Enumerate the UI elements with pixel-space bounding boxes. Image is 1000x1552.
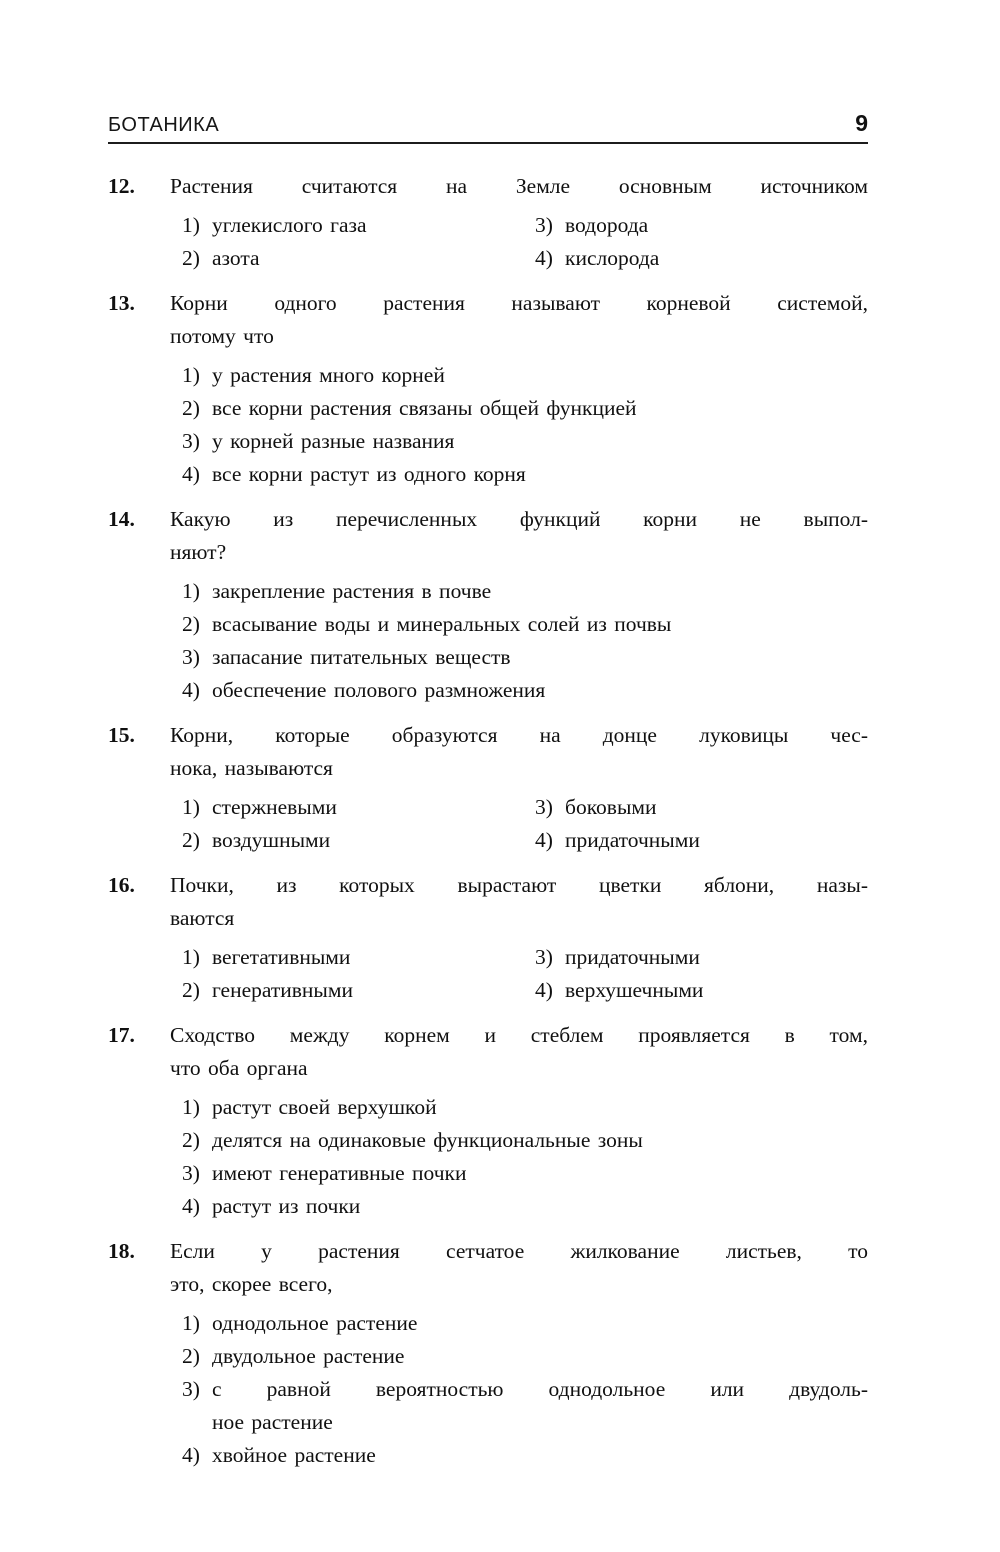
question (108, 503, 868, 707)
option-marker: 4) (182, 678, 200, 702)
option-text: кислорода (565, 246, 660, 270)
answer-option-line (535, 209, 868, 242)
option-text: водорода (565, 213, 649, 237)
answer-option (182, 1340, 868, 1373)
option-text: делятся на одинаковые функциональные зоны (212, 1128, 643, 1152)
option-text: всасывание воды и минеральных солей из почвы (212, 612, 672, 636)
option-text: все корни растения связаны общей функцией (212, 396, 637, 420)
option-text: имеют генеративные почки (212, 1161, 467, 1185)
question-number: 17. (108, 1023, 135, 1047)
answer-option (535, 974, 868, 1007)
option-text: все корни растут из одного корня (212, 462, 526, 486)
option-marker: 1) (182, 363, 200, 387)
option-marker: 2) (182, 828, 200, 852)
option-marker: 1) (182, 213, 200, 237)
answer-option-line (182, 824, 535, 857)
option-text: у корней разные названия (212, 429, 455, 453)
option-text: генеративными (212, 978, 353, 1002)
question-stem-line: Почки, из которых вырастают цветки яблони, назы- (170, 873, 868, 897)
option-marker: 2) (182, 978, 200, 1002)
question-stem (170, 1019, 868, 1085)
question (108, 1019, 868, 1223)
answer-option (182, 392, 868, 425)
question-body (170, 1235, 868, 1472)
answer-option-line (182, 1439, 868, 1472)
answer-option-line (182, 1157, 868, 1190)
option-marker: 2) (182, 1128, 200, 1152)
answer-options (182, 1091, 868, 1223)
option-marker: 4) (182, 462, 200, 486)
question-body (170, 287, 868, 491)
option-marker: 3) (535, 795, 553, 819)
option-text: углекислого газа (212, 213, 367, 237)
option-text: вегетативными (212, 945, 351, 969)
question-stem-line: Если у растения сетчатое жилкование листьев, то (170, 1239, 868, 1263)
answer-option (182, 974, 535, 1007)
answer-option (182, 458, 868, 491)
question-stem-line: Какую из перечисленных функций корни не выпол- (170, 507, 868, 531)
question (108, 170, 868, 275)
question-stem (170, 287, 868, 353)
answer-option (182, 1307, 868, 1340)
option-marker: 2) (182, 612, 200, 636)
answer-option (182, 791, 535, 824)
question-number: 18. (108, 1239, 135, 1263)
answer-option (535, 791, 868, 824)
running-title: БОТАНИКА (108, 114, 220, 136)
answer-option-line (182, 425, 868, 458)
answer-option (182, 641, 868, 674)
option-marker: 4) (182, 1443, 200, 1467)
option-text: растут своей верхушкой (212, 1095, 437, 1119)
question-stem-line: Растения считаются на Земле основным источником (170, 174, 868, 198)
option-text: боковыми (565, 795, 657, 819)
question-number: 15. (108, 723, 135, 747)
answer-option (182, 425, 868, 458)
answer-option (182, 209, 535, 242)
answer-option-line (182, 458, 868, 491)
option-text: закрепление растения в почве (212, 579, 492, 603)
question-stem-line: что оба органа (170, 1056, 308, 1080)
answer-option (535, 824, 868, 857)
option-marker: 2) (182, 246, 200, 270)
option-text: обеспечение полового размножения (212, 678, 546, 702)
question (108, 719, 868, 857)
answer-options (182, 209, 868, 275)
answer-option-line (182, 1091, 868, 1124)
question-body (170, 503, 868, 707)
option-marker: 3) (535, 213, 553, 237)
question-stem-line: Корни одного растения называют корневой системой, (170, 291, 868, 315)
option-text: стержневыми (212, 795, 337, 819)
answer-option-line (535, 941, 868, 974)
option-marker: 4) (182, 1194, 200, 1218)
answer-option (182, 1439, 868, 1472)
answer-option-line (182, 359, 868, 392)
answer-option (182, 1157, 868, 1190)
question-body (170, 170, 868, 275)
option-marker: 3) (182, 1377, 200, 1401)
option-text: однодольное растение (212, 1311, 418, 1335)
answer-option-line (182, 209, 535, 242)
answer-option-line (182, 575, 868, 608)
question-number: 16. (108, 873, 135, 897)
option-text: двудольное растение (212, 1344, 405, 1368)
question-body (170, 719, 868, 857)
answer-options (182, 359, 868, 491)
answer-option (182, 1190, 868, 1223)
answer-option-line (182, 242, 535, 275)
option-text: верхушечными (565, 978, 704, 1002)
question (108, 287, 868, 491)
question-number: 12. (108, 174, 135, 198)
option-marker: 3) (182, 1161, 200, 1185)
option-text: у растения много корней (212, 363, 445, 387)
question-stem-line: потому что (170, 324, 274, 348)
question-stem-line: ваются (170, 906, 235, 930)
answer-option (535, 941, 868, 974)
question-stem-line: няют? (170, 540, 227, 564)
answer-options (182, 791, 868, 857)
question-body (170, 1019, 868, 1223)
answer-option-line (182, 1340, 868, 1373)
answer-option (182, 1124, 868, 1157)
answer-option-line (182, 392, 868, 425)
answer-option (182, 1091, 868, 1124)
option-text: азота (212, 246, 260, 270)
question-stem (170, 1235, 868, 1301)
option-marker: 3) (535, 945, 553, 969)
question-stem (170, 869, 868, 935)
option-text: с равной вероятностью однодольное или двудоль- (212, 1377, 868, 1401)
answer-option (182, 242, 535, 275)
option-marker: 2) (182, 396, 200, 420)
answer-option (182, 824, 535, 857)
answer-options (182, 575, 868, 707)
option-text: запасание питательных веществ (212, 645, 511, 669)
question-stem-line: Корни, которые образуются на донце луковицы чес- (170, 723, 868, 747)
option-marker: 1) (182, 579, 200, 603)
question-stem (170, 719, 868, 785)
answer-option (182, 674, 868, 707)
option-marker: 3) (182, 645, 200, 669)
page-header (108, 110, 868, 144)
option-marker: 1) (182, 945, 200, 969)
question (108, 869, 868, 1007)
answer-option-line (535, 974, 868, 1007)
option-marker: 4) (535, 828, 553, 852)
option-text: растут из почки (212, 1194, 361, 1218)
answer-option (182, 575, 868, 608)
option-text: хвойное растение (212, 1443, 376, 1467)
answer-option (535, 209, 868, 242)
answer-option (182, 608, 868, 641)
option-text: воздушными (212, 828, 331, 852)
option-text: придаточными (565, 945, 700, 969)
option-text: придаточными (565, 828, 700, 852)
question-stem-line: это, скорее всего, (170, 1272, 333, 1296)
answer-option-line: ное растение (212, 1410, 333, 1434)
questions (108, 170, 868, 1472)
option-marker: 2) (182, 1344, 200, 1368)
answer-option-line (182, 1190, 868, 1223)
option-marker: 1) (182, 795, 200, 819)
option-marker: 4) (535, 978, 553, 1002)
question-body (170, 869, 868, 1007)
question-stem-line: нока, называются (170, 756, 333, 780)
answer-option (182, 1373, 868, 1439)
question-stem (170, 503, 868, 569)
question-stem-line: Сходство между корнем и стеблем проявляется в том, (170, 1023, 868, 1047)
answer-option-line (182, 1307, 868, 1340)
answer-option-line (182, 1373, 868, 1406)
answer-options (182, 1307, 868, 1472)
answer-option-line (535, 242, 868, 275)
option-marker: 3) (182, 429, 200, 453)
option-marker: 1) (182, 1095, 200, 1119)
answer-option-line (182, 1124, 868, 1157)
answer-option-line (182, 791, 535, 824)
answer-option-line (182, 674, 868, 707)
answer-option (182, 941, 535, 974)
question (108, 1235, 868, 1472)
option-marker: 4) (535, 246, 553, 270)
question-number: 13. (108, 291, 135, 315)
answer-option (535, 242, 868, 275)
question-stem (170, 170, 868, 203)
answer-option-line (182, 641, 868, 674)
answer-option-line (182, 941, 535, 974)
answer-options (182, 941, 868, 1007)
answer-option-line (182, 608, 868, 641)
answer-option-line (535, 824, 868, 857)
page-number: 9 (855, 110, 868, 136)
answer-option (182, 359, 868, 392)
answer-option-line (182, 974, 535, 1007)
answer-option-line (535, 791, 868, 824)
option-marker: 1) (182, 1311, 200, 1335)
question-number: 14. (108, 507, 135, 531)
